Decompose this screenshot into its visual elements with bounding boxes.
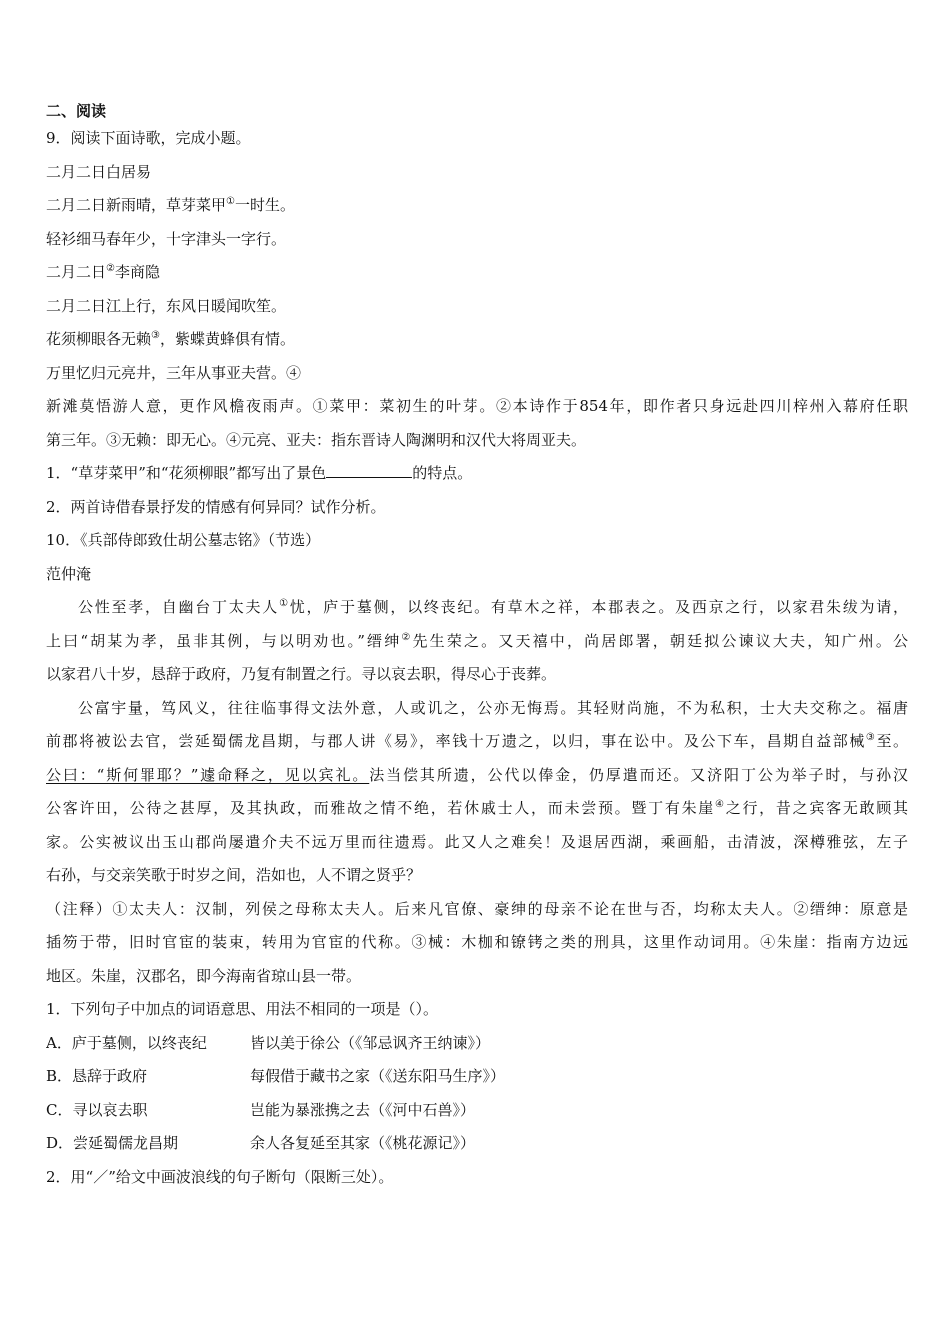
q10-subquestion-1: 1．下列句子中加点的词语意思、用法不相同的一项是（）。	[46, 1000, 439, 1018]
poem1-line2: 轻衫细马春年少，十字津头一字行。	[46, 229, 287, 248]
q9-notes-line1: 新滩莫悟游人意，更作风檐夜雨声。①菜甲：菜初生的叶芽。②本诗作于854年，即作者只身远赴四川梓州入幕府任职	[46, 397, 908, 415]
text: 之行，昔之宾客无敢顾其	[725, 799, 908, 817]
text: 法当偿其所遗，公代以俸金，仍厚遣而还。又济阳丁公为举子时，与孙汉	[369, 765, 908, 784]
poem2-line3: 万里忆归元亮井，三年从事亚夫营。④	[46, 363, 302, 382]
text: 上曰“胡某为孝，虽非其例，与以明劝也。”缙绅	[46, 631, 402, 650]
q9-subquestion-1	[46, 457, 908, 491]
passage-p2-line1: 公富宇量，笃风义，往往临事得文法外意，人或讥之，公亦无悔焉。其轻财尚施，不为私积，士大夫交称之。福唐	[78, 698, 908, 717]
text: 1．“草芽菜甲”和“花须柳眼”都写出了景色	[46, 464, 327, 482]
option-text: C．寻以哀去职	[46, 1100, 148, 1119]
text: 二月二日	[46, 263, 107, 281]
text: 先生荣之。又天禧中，尚居郎署，朝廷拟公谏议大夫，知广州。公	[412, 631, 908, 650]
passage-p2-line5: 家。公实被议出玉山郡尚屡遣介夫不远万里而往遗焉。此又人之难矣！及退居西湖，乘画船，击清波，深樽雅弦，左子	[46, 832, 908, 851]
poem2-line2	[46, 323, 908, 357]
passage-p2-line6: 右孙，与交亲笑歌于时岁之间，浩如也，人不谓之贤乎？	[46, 866, 422, 884]
option-text: A．庐于墓侧，以终丧纪	[46, 1033, 207, 1052]
q10-author: 范仲淹	[46, 564, 92, 583]
footnote-marker: ④	[715, 799, 726, 810]
passage-p2-line3	[46, 759, 908, 793]
q10-subquestion-2: 2．用“／”给文中画波浪线的句子断句（限断三处）。	[46, 1167, 394, 1186]
q9-notes-line2: 第三年。③无赖：即无心。④元亮、亚夫：指东晋诗人陶渊明和汉代大将周亚夫。	[46, 430, 587, 449]
passage-p2-line4	[46, 792, 908, 826]
poem1-line1	[46, 189, 908, 223]
text: 二月二日新雨晴，草芽菜甲	[46, 196, 227, 214]
text: 前郡将被讼去官，尝延蜀儒龙昌期，与郡人讲《易》，率钱十万遗之，以归，事在讼中。及公下车，昌期自益部械	[46, 732, 866, 750]
option-d[interactable]	[46, 1127, 908, 1161]
passage-p1-line1	[46, 591, 908, 625]
footnote-marker: ②	[401, 631, 413, 643]
footnote-marker: ①	[279, 598, 290, 609]
wavy-underlined-sentence: 公曰：“斯何罪耶？”遽命释之，见以宾礼。	[46, 765, 370, 784]
text: 至。	[876, 732, 908, 750]
text: 公性至孝，自幽台丁太夫人	[78, 598, 280, 616]
option-a[interactable]	[46, 1027, 908, 1061]
poem2-line1: 二月二日江上行，东风日暖闻吹笙。	[46, 296, 287, 315]
q10-notes-line2: 插笏于带，旧时官宦的装束，转用为官宦的代称。③械：木枷和镣铐之类的刑具，这里作动词用。④朱崖：指南方边远	[46, 933, 908, 951]
poem2-title	[46, 256, 908, 290]
passage-p1-line2	[46, 625, 908, 659]
passage-p1-line3: 以家君八十岁，恳辞于政府，乃复有制置之行。寻以哀去职，得尽心于丧葬。	[46, 665, 557, 683]
q9-intro: 9．阅读下面诗歌，完成小题。	[46, 129, 251, 147]
text: 的特点。	[412, 464, 473, 482]
option-compare: 余人各复延至其家（《桃花源记》）	[250, 1134, 476, 1152]
q10-notes-line1: （注释）①太夫人：汉制，列侯之母称太夫人。后来凡官僚、豪绅的母亲不论在世与否，均称太夫人。②缙绅：原意是	[46, 899, 908, 918]
text: 李商隐	[114, 263, 160, 281]
option-b[interactable]	[46, 1060, 908, 1094]
footnote-marker: ①	[226, 196, 235, 207]
text: 花须柳眼各无赖	[46, 330, 152, 348]
q10-notes-line3: 地区。朱崖，汉郡名，即今海南省琼山县一带。	[46, 966, 362, 985]
option-compare: 皆以美于徐公（《邹忌讽齐王纳谏》）	[250, 1033, 491, 1052]
option-text: D．尝延蜀儒龙昌期	[46, 1134, 179, 1152]
q9-subquestion-2: 2．两首诗借春景抒发的情感有何异同？试作分析。	[46, 497, 386, 516]
answer-blank[interactable]	[326, 463, 412, 478]
poem1-title: 二月二日白居易	[46, 162, 152, 181]
document-page	[46, 100, 908, 1194]
option-c[interactable]	[46, 1094, 908, 1128]
section-heading: 二、阅读	[46, 102, 107, 120]
option-compare: 每假借于藏书之家（《送东阳马生序》）	[250, 1067, 506, 1085]
option-text: B．恳辞于政府	[46, 1067, 148, 1085]
text: 一时生。	[234, 196, 295, 214]
footnote-marker: ③	[865, 732, 877, 743]
text: 公客许田，公待之甚厚，及其执政，而雅故之情不绝，若休戚士人，而未尝预。暨丁有朱崖	[46, 799, 716, 817]
text: ，紫蝶黄蜂俱有情。	[159, 330, 295, 348]
footnote-marker: ③	[151, 330, 160, 341]
footnote-marker: ②	[106, 263, 115, 274]
q10-title: 10．《兵部侍郎致仕胡公墓志铭》（节选）	[46, 531, 321, 549]
passage-p2-line2	[46, 725, 908, 759]
option-compare: 岂能为暴涨携之去（《河中石兽》）	[250, 1100, 476, 1119]
text: 忧，庐于墓侧，以终丧纪。有草木之祥，本郡表之。及西京之行，以家君朱绂为请，	[289, 598, 908, 616]
